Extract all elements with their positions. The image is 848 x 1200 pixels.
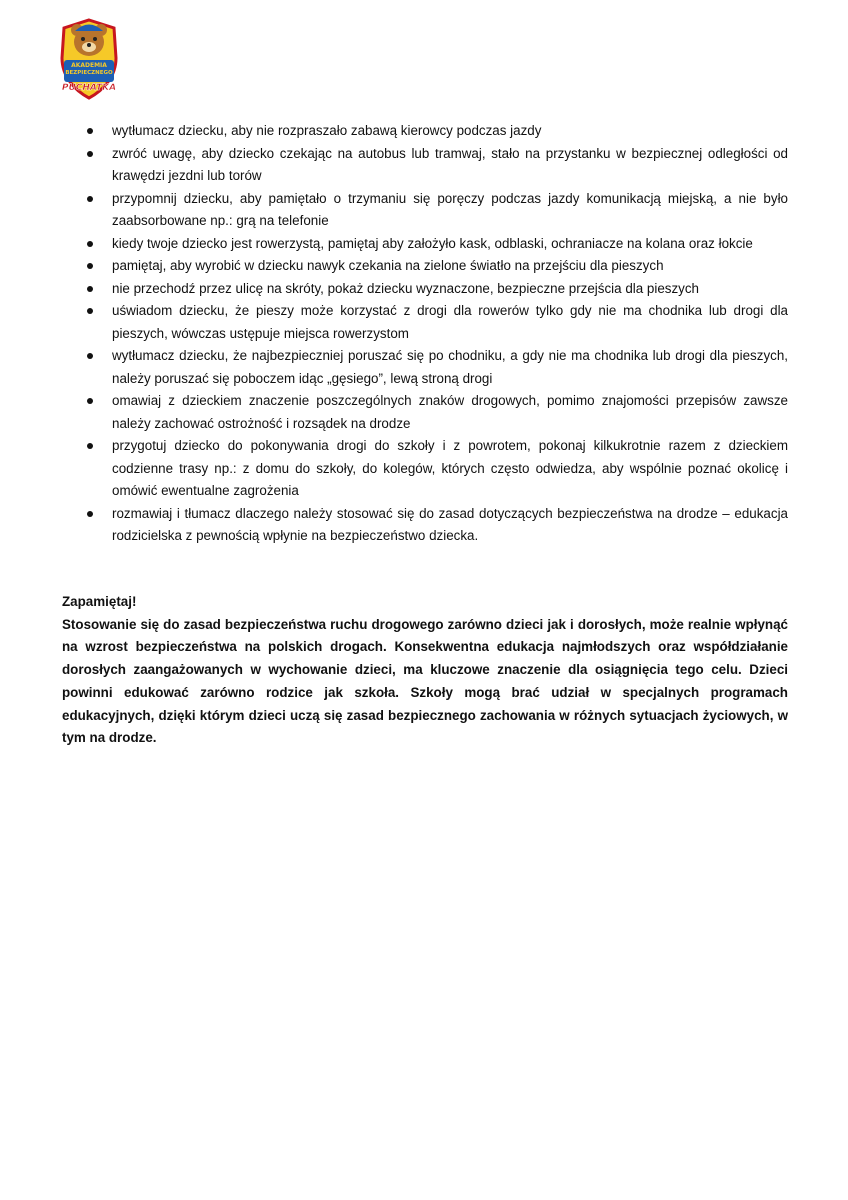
- bullet-icon: [87, 398, 93, 404]
- remember-heading: Zapamiętaj!: [62, 594, 137, 609]
- list-item: [62, 300, 788, 345]
- bullet-icon: [87, 128, 93, 134]
- list-item: [62, 503, 788, 548]
- bullet-icon: [87, 151, 93, 157]
- list-item-text: przygotuj dziecko do pokonywania drogi do szkoły i z powrotem, pokonaj kilkukrotnie razem z dzieckiem codzienne trasy np.: z domu do szkoły, do kolegów, których często odwiedza, aby wspólnie poznać okolicę i omówić ewentualne zagrożenia: [112, 438, 788, 498]
- bullet-icon: [87, 511, 93, 517]
- list-item-text: przypomnij dziecku, aby pamiętało o trzymaniu się poręczy podczas jazdy komunikacją miejską, a nie było zaabsorbowane np.: grą na telefonie: [112, 190, 788, 228]
- list-item: [62, 143, 788, 188]
- list-item-text: omawiaj z dzieckiem znaczenie poszczególnych znaków drogowych, pomimo znajomości przepisów zawsze należy zachować ostrożność i rozsądek na drodze: [112, 393, 788, 431]
- list-item: [62, 278, 788, 301]
- list-item: [62, 255, 788, 278]
- bullet-icon: [87, 263, 93, 269]
- bullet-icon: [87, 286, 93, 292]
- bullet-icon: [87, 308, 93, 314]
- remember-section: [62, 591, 788, 750]
- list-item: [62, 345, 788, 390]
- bullet-icon: [87, 353, 93, 359]
- list-item-text: wytłumacz dziecku, że najbezpieczniej poruszać się po chodniku, a gdy nie ma chodnika lub drogi dla pieszych, należy poruszać się poboczem idąc „gęsiego”, lewą stroną drogi: [112, 348, 788, 386]
- list-item-text: wytłumacz dziecku, aby nie rozpraszało zabawą kierowcy podczas jazdy: [112, 123, 542, 138]
- logo-text-line2: BEZPIECZNEGO: [65, 70, 113, 76]
- list-item: [62, 233, 788, 256]
- list-item-text: pamiętaj, aby wyrobić w dziecku nawyk czekania na zielone światło na przejściu dla pieszych: [112, 258, 664, 273]
- academy-logo: [56, 14, 122, 100]
- list-item-text: uświadom dziecku, że pieszy może korzystać z drogi dla rowerów tylko gdy nie ma chodnika lub drogi dla pieszych, wówczas ustępuje miejsca rowerzystom: [112, 303, 788, 341]
- logo-bear-eye-right: [93, 37, 97, 41]
- logo-bear-eye-left: [81, 37, 85, 41]
- logo-text-line3: PUCHATKA: [61, 83, 117, 93]
- list-item-text: kiedy twoje dziecko jest rowerzystą, pamiętaj aby założyło kask, odblaski, ochraniacze na kolana oraz łokcie: [112, 235, 753, 251]
- logo-bear-nose: [87, 43, 91, 47]
- list-item-text: rozmawiaj i tłumacz dlaczego należy stosować się do zasad dotyczących bezpieczeństwa na drodze – edukacja rodzicielska z pewnością wpłynie na bezpieczeństwo dziecka.: [112, 505, 788, 543]
- list-item: [62, 435, 788, 503]
- list-item: [62, 188, 788, 233]
- list-item: [62, 390, 788, 435]
- list-item-text: nie przechodź przez ulicę na skróty, pokaż dziecku wyznaczone, bezpieczne przejścia dla pieszych: [112, 280, 700, 296]
- bullet-icon: [87, 196, 93, 202]
- logo-text-line1: AKADEMIA: [71, 62, 107, 69]
- bullet-icon: [87, 241, 93, 247]
- list-item: [62, 120, 788, 143]
- list-item-text: zwróć uwagę, aby dziecko czekając na autobus lub tramwaj, stało na przystanku w bezpiecznej odległości od krawędzi jezdni lub torów: [112, 145, 788, 183]
- safety-tips-list: [62, 120, 788, 548]
- bullet-icon: [87, 443, 93, 449]
- remember-paragraph: Stosowanie się do zasad bezpieczeństwa ruchu drogowego zarówno dzieci jak i dorosłych, może realnie wpłynąć na wzrost bezpieczeństwa na polskich drogach. Konsekwentna edukacja najmłodszych oraz współdziałanie dorosłych zaangażowanych w wychowanie dzieci, ma kluczowe znaczenie dla osiągnięcia tego celu. Dzieci powinni edukować zarówno rodzice jak szkoła. Szkoły mogą brać udział w specjalnych programach edukacyjnych, dzięki którym dzieci uczą się zasad bezpiecznego zachowania w różnych sytuacjach życiowych, w tym na drodze.: [62, 616, 788, 746]
